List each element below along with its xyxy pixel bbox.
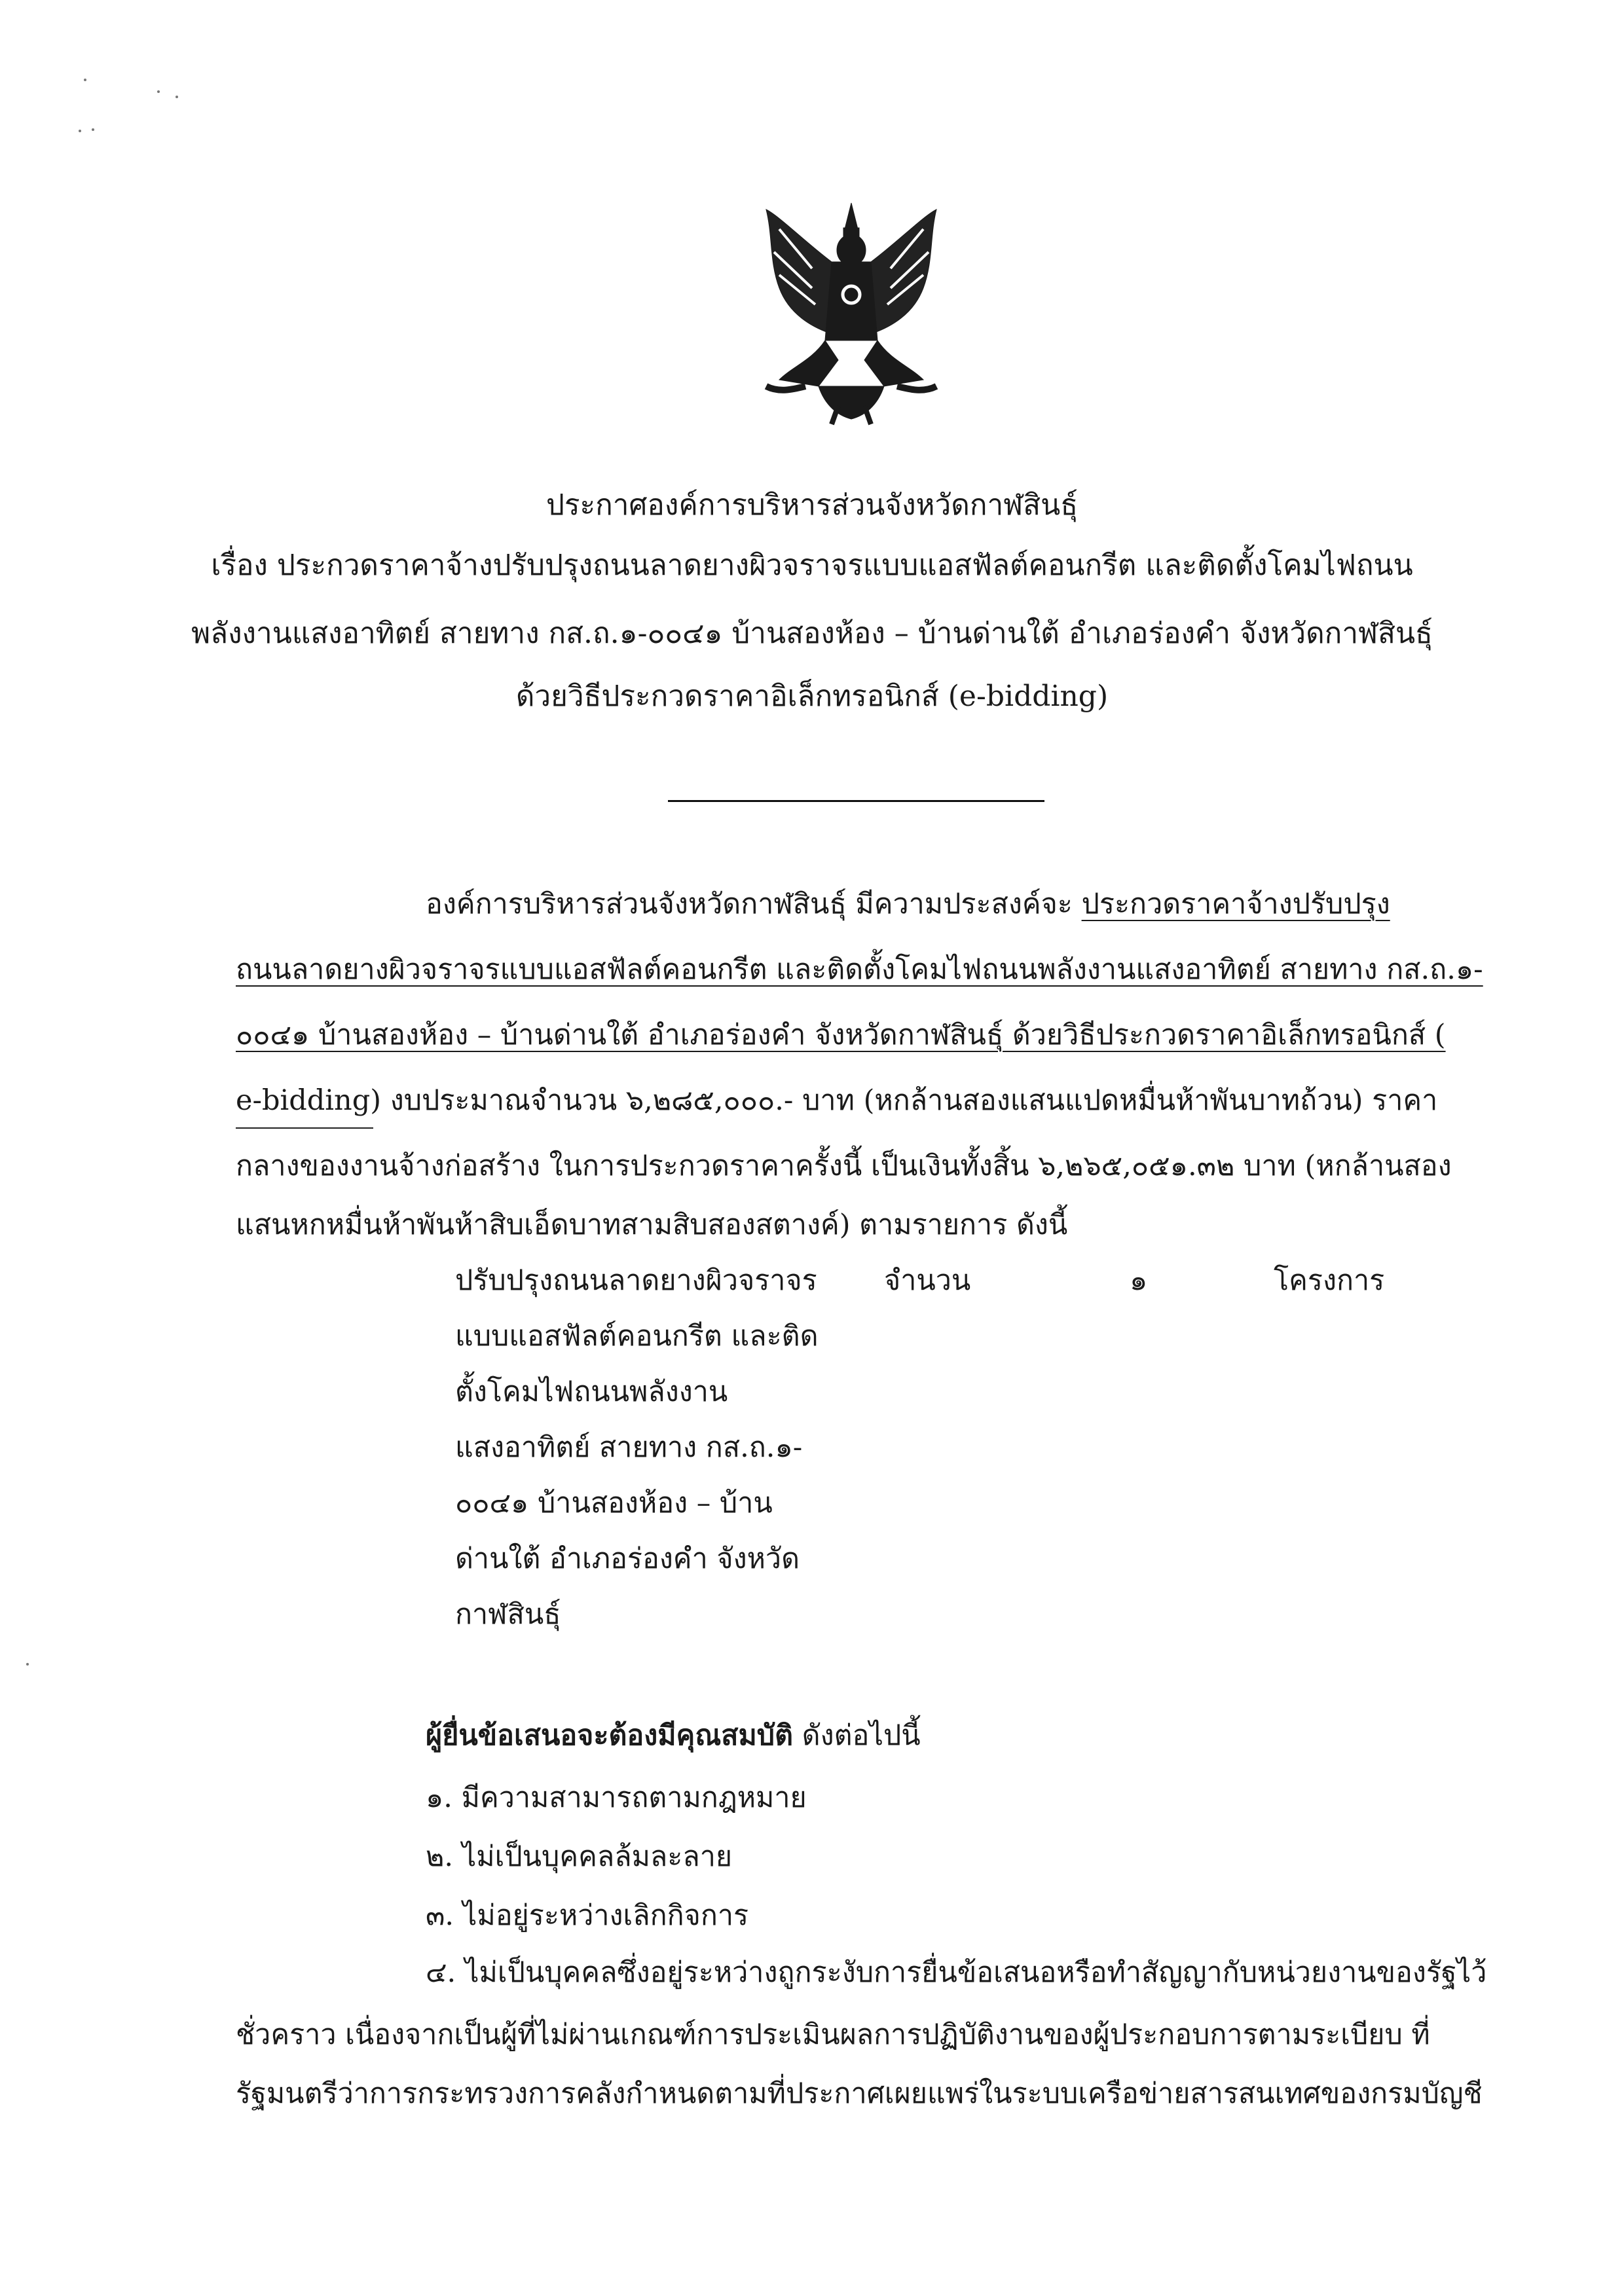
qualifications-heading (426, 1719, 921, 1752)
paragraph-line: ถนนลาดยางผิวจราจรแบบแอสฟัลต์คอนกรีต และติดตั้งโคมไฟถนนพลังงานแสงอาทิตย์ สายทาง กส.ถ.๑- (236, 953, 1483, 986)
scan-speck (79, 130, 81, 132)
scan-speck (26, 1663, 29, 1666)
scan-speck (84, 79, 86, 81)
qualification-item: ๔. ไม่เป็นบุคคลซึ่งอยู่ระหว่างถูกระงับการยื่นข้อเสนอหรือทำสัญญากับหน่วยงานของรัฐไว้ (426, 1956, 1487, 1989)
item-description-line: ตั้งโคมไฟถนนพลังงาน (455, 1376, 728, 1408)
unit-label: โครงการ (1274, 1264, 1385, 1297)
qualification-item: ๓. ไม่อยู่ระหว่างเลิกกิจการ (426, 1899, 749, 1932)
subject-line: เรื่อง ประกวดราคาจ้างปรับปรุงถนนลาดยางผิวจราจรแบบแอสฟัลต์คอนกรีต และติดตั้งโคมไฟถนน (211, 549, 1413, 582)
item-description-line: ๐๐๔๑ บ้านสองห้อง – บ้าน (455, 1487, 773, 1520)
paragraph-line: e-bidding) งบประมาณจำนวน ๖,๒๘๕,๐๐๐.- บาท (หกล้านสองแสนแปดหมื่นห้าพันบาทถ้วน) ราคา (236, 1084, 1438, 1117)
title-divider (668, 800, 1044, 802)
heading-suffix: ดังต่อไปนี้ (793, 1719, 921, 1752)
quantity-value: ๑ (1130, 1264, 1148, 1297)
underline-mark (236, 1127, 373, 1129)
qualification-item-continuation: รัฐมนตรีว่าการกระทรวงการคลังกำหนดตามที่ประกาศเผยแพร่ในระบบเครือข่ายสารสนเทศของกรมบัญชี (236, 2077, 1483, 2110)
paragraph-line: กลางของงานจ้างก่อสร้าง ในการประกวดราคาครั้งนี้ เป็นเงินทั้งสิ้น ๖,๒๖๕,๐๕๑.๓๒ บาท (หกล้านสอง (236, 1150, 1452, 1182)
paragraph-text: องค์การบริหารส่วนจังหวัดกาฬสินธุ์ มีความประสงค์จะ (426, 888, 1082, 920)
scan-speck (157, 90, 160, 93)
item-description-line: แบบแอสฟัลต์คอนกรีต และติด (455, 1320, 819, 1353)
item-description-line: กาฬสินธุ์ (455, 1598, 561, 1631)
subject-line: พลังงานแสงอาทิตย์ สายทาง กส.ถ.๑-๐๐๔๑ บ้านสองห้อง – บ้านด่านใต้ อำเภอร่องคำ จังหวัดกาฬสินธุ์ (191, 617, 1433, 650)
subject-line: ด้วยวิธีประกวดราคาอิเล็กทรอนิกส์ (e-bidding) (515, 680, 1109, 713)
qualification-item: ๑. มีความสามารถตามกฎหมาย (426, 1781, 807, 1814)
item-description-line: ด่านใต้ อำเภอร่องคำ จังหวัด (455, 1542, 800, 1575)
quantity-label: จำนวน (884, 1264, 971, 1297)
project-name-underlined: ประกวดราคาจ้างปรับปรุง (1081, 888, 1390, 920)
item-description-line: ปรับปรุงถนนลาดยางผิวจราจร (455, 1264, 817, 1297)
item-description-line: แสงอาทิตย์ สายทาง กส.ถ.๑- (455, 1431, 803, 1464)
paragraph-line: ๐๐๔๑ บ้านสองห้อง – บ้านด่านใต้ อำเภอร่องคำ จังหวัดกาฬสินธุ์ ด้วยวิธีประกวดราคาอิเล็กทรอนิกส์ ( (236, 1019, 1446, 1051)
qualification-item-continuation: ชั่วคราว เนื่องจากเป็นผู้ที่ไม่ผ่านเกณฑ์การประเมินผลการปฏิบัติงานของผู้ประกอบการตามระเบียบ ที่ (236, 2018, 1430, 2051)
scan-speck (92, 128, 94, 131)
heading-text: ผู้ยื่นข้อเสนอจะต้องมีคุณสมบัติ (426, 1719, 794, 1752)
paragraph-line: แสนหกหมื่นห้าพันห้าสิบเอ็ดบาทสามสิบสองสตางค์) ตามรายการ ดังนี้ (236, 1209, 1068, 1241)
scan-speck (175, 96, 178, 98)
qualification-item: ๒. ไม่เป็นบุคคลล้มละลาย (426, 1840, 733, 1873)
paragraph-line (426, 890, 1390, 919)
garuda-emblem-icon (740, 190, 963, 426)
agency-name: ประกาศองค์การบริหารส่วนจังหวัดกาฬสินธุ์ (545, 488, 1079, 522)
